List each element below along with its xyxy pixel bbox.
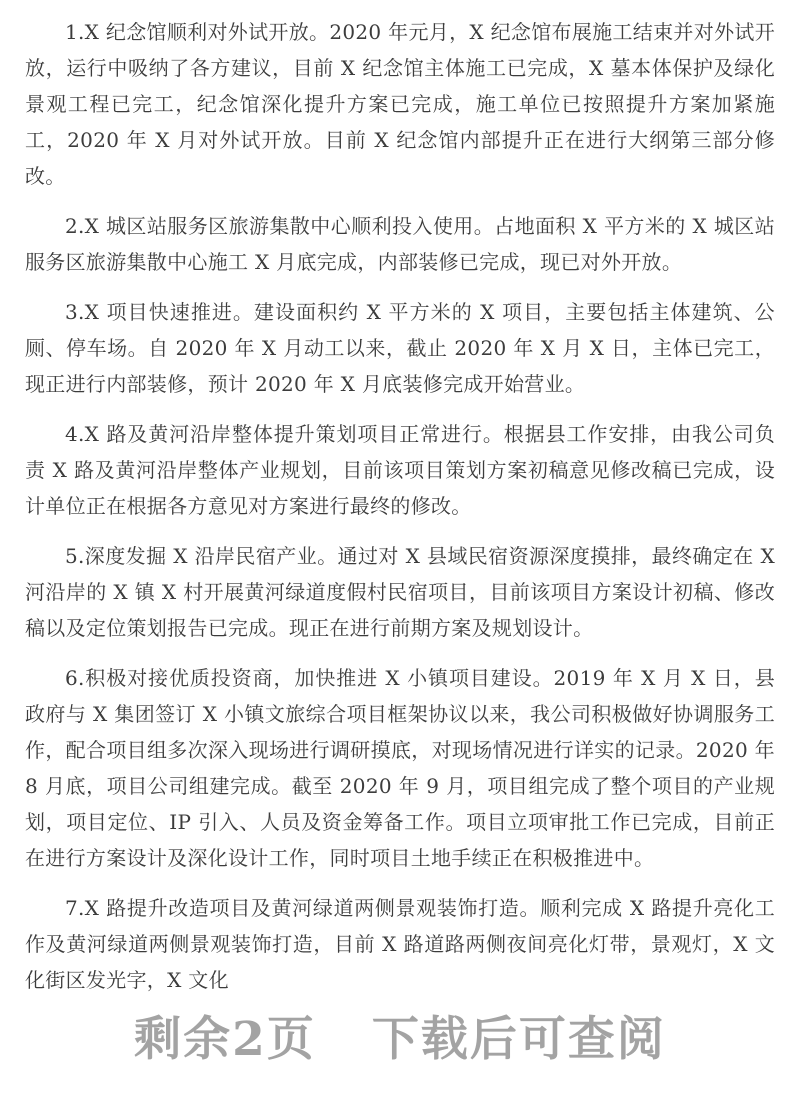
paragraph: 4.X 路及黄河沿岸整体提升策划项目正常进行。根据县工作安排，由我公司负责 X 路及黄河沿岸整体产业规划，目前该项目策划方案初稿意见修改稿已完成，设计单位正在根据各方意见对方案进行最终的修改。 bbox=[25, 422, 775, 518]
preview-footer bbox=[0, 1002, 800, 1069]
paragraph: 7.X 路提升改造项目及黄河绿道两侧景观装饰打造。顺利完成 X 路提升亮化工作及黄河绿道两侧景观装饰打造，目前 X 路道路两侧夜间亮化灯带，景观灯，X 文化街区发光字，X 文化 bbox=[25, 896, 775, 992]
paragraph: 3.X 项目快速推进。建设面积约 X 平方米的 X 项目，主要包括主体建筑、公厕、停车场。自 2020 年 X 月动工以来，截止 2020 年 X 月 X 日，主体已完工，现正进行内部装修，预计 2020 年 X 月底装修完成开始营业。 bbox=[25, 300, 775, 396]
paragraph: 2.X 城区站服务区旅游集散中心顺利投入使用。占地面积 X 平方米的 X 城区站服务区旅游集散中心施工 X 月底完成，内部装修已完成，现已对外开放。 bbox=[25, 214, 775, 274]
document-body bbox=[25, 14, 775, 998]
paragraph: 5.深度发掘 X 沿岸民宿产业。通过对 X 县域民宿资源深度摸排，最终确定在 X 河沿岸的 X 镇 X 村开展黄河绿道度假村民宿项目，目前该项目方案设计初稿、修改稿以及定位策划报告已完成。现正在进行前期方案及规划设计。 bbox=[25, 544, 775, 640]
paragraph: 1.X 纪念馆顺利对外试开放。2020 年元月，X 纪念馆布展施工结束并对外试开放，运行中吸纳了各方建议，目前 X 纪念馆主体施工已完成，X 墓本体保护及绿化景观工程已完工，纪念馆深化提升方案已完成，施工单位已按照提升方案加紧施工，2020 年 X 月对外试开放。目前 X 纪念馆内部提升正在进行大纲第三部分修改。 bbox=[25, 20, 775, 188]
paragraph: 6.积极对接优质投资商，加快推进 X 小镇项目建设。2019 年 X 月 X 日，县政府与 X 集团签订 X 小镇文旅综合项目框架协议以来，我公司积极做好协调服务工作，配合项目组多次深入现场进行调研摸底，对现场情况进行详实的记录。2020 年 8 月底，项目公司组建完成。截至 2020 年 9 月，项目组完成了整个项目的产业规划，项目定位、IP 引入、人员及资金筹备工作。项目立项审批工作已完成，目前正在进行方案设计及深化设计工作，同时项目土地手续正在积极推进中。 bbox=[25, 666, 775, 870]
remaining-pages-label: 剩余2页 bbox=[134, 1012, 316, 1067]
download-hint-label: 下载后可查阅 bbox=[371, 1012, 666, 1067]
